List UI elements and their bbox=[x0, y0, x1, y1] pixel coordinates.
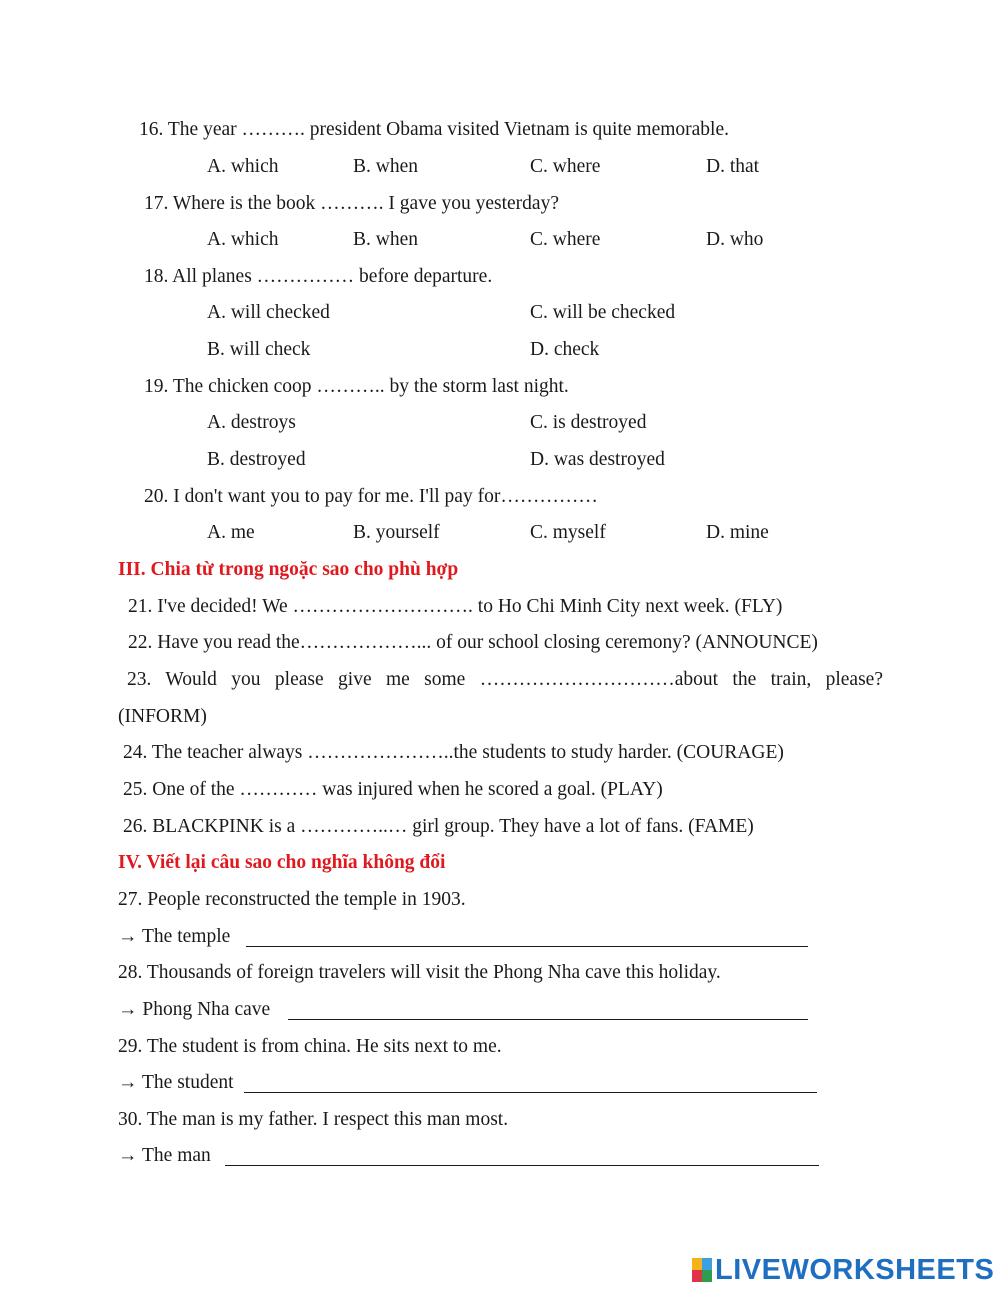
answer-line[interactable] bbox=[288, 1019, 808, 1020]
option-c[interactable]: C. is destroyed bbox=[530, 412, 647, 433]
question-16: 16. The year ………. president Obama visited Vietnam is quite memorable. bbox=[139, 119, 730, 140]
answer-prompt: → The man bbox=[118, 1145, 211, 1166]
option-b[interactable]: B. when bbox=[353, 156, 418, 177]
question-17: 17. Where is the book ………. I gave you yesterday? bbox=[144, 193, 559, 214]
logo-text: LIVEWORKSHEETS bbox=[715, 1254, 995, 1286]
option-b[interactable]: B. will check bbox=[207, 339, 311, 360]
answer-line[interactable] bbox=[225, 1165, 819, 1166]
question-19: 19. The chicken coop ……….. by the storm last night. bbox=[144, 376, 569, 397]
option-b[interactable]: B. when bbox=[353, 229, 418, 250]
option-c[interactable]: C. where bbox=[530, 156, 601, 177]
option-b[interactable]: B. destroyed bbox=[207, 449, 306, 470]
option-a[interactable]: A. which bbox=[207, 156, 279, 177]
question-23: 23. Would you please give me some …………………………about the train, please? bbox=[127, 669, 883, 690]
option-c[interactable]: C. where bbox=[530, 229, 601, 250]
option-c[interactable]: C. myself bbox=[530, 522, 606, 543]
answer-line[interactable] bbox=[246, 946, 808, 947]
question-21: 21. I've decided! We ………………………. to Ho Chi Minh City next week. (FLY) bbox=[128, 596, 783, 617]
option-a[interactable]: A. which bbox=[207, 229, 279, 250]
section-3-heading: III. Chia từ trong ngoặc sao cho phù hợp bbox=[118, 559, 459, 580]
option-d[interactable]: D. who bbox=[706, 229, 764, 250]
section-4-heading: IV. Viết lại câu sao cho nghĩa không đổi bbox=[118, 852, 446, 873]
question-24: 24. The teacher always …………………..the students to study harder. (COURAGE) bbox=[123, 742, 784, 763]
question-29: 29. The student is from china. He sits next to me. bbox=[118, 1036, 502, 1057]
option-d[interactable]: D. was destroyed bbox=[530, 449, 665, 470]
question-25: 25. One of the ………… was injured when he scored a goal. (PLAY) bbox=[123, 779, 663, 800]
question-23-hint: (INFORM) bbox=[118, 706, 207, 727]
option-a[interactable]: A. me bbox=[207, 522, 255, 543]
question-20: 20. I don't want you to pay for me. I'll pay for…………… bbox=[144, 486, 598, 507]
question-22: 22. Have you read the………………... of our school closing ceremony? (ANNOUNCE) bbox=[128, 632, 818, 653]
answer-prompt: → The temple bbox=[118, 926, 231, 947]
option-a[interactable]: A. will checked bbox=[207, 302, 330, 323]
option-c[interactable]: C. will be checked bbox=[530, 302, 676, 323]
question-27: 27. People reconstructed the temple in 1903. bbox=[118, 889, 466, 910]
answer-line[interactable] bbox=[244, 1092, 817, 1093]
option-a[interactable]: A. destroys bbox=[207, 412, 296, 433]
option-d[interactable]: D. check bbox=[530, 339, 600, 360]
answer-prompt: → The student bbox=[118, 1072, 234, 1093]
option-d[interactable]: D. mine bbox=[706, 522, 769, 543]
question-28: 28. Thousands of foreign travelers will visit the Phong Nha cave this holiday. bbox=[118, 962, 721, 983]
question-26: 26. BLACKPINK is a …………..… girl group. They have a lot of fans. (FAME) bbox=[123, 816, 754, 837]
liveworksheets-logo bbox=[692, 1255, 994, 1285]
option-b[interactable]: B. yourself bbox=[353, 522, 440, 543]
answer-prompt: → Phong Nha cave bbox=[118, 999, 271, 1020]
question-30: 30. The man is my father. I respect this man most. bbox=[118, 1109, 509, 1130]
liveworksheets-icon bbox=[692, 1258, 712, 1282]
question-18: 18. All planes …………… before departure. bbox=[144, 266, 493, 287]
option-d[interactable]: D. that bbox=[706, 156, 760, 177]
